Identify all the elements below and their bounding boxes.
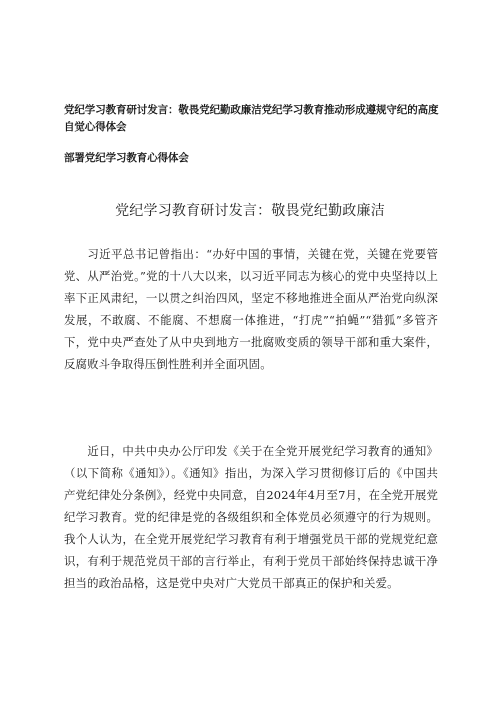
- body-paragraph-1: 习近平总书记曾指出：“办好中国的事情，关键在党，关键在党要管党、从严治党。”党的十八大以来，以习近平同志为核心的党中央坚持以上率下正风肃纪，一以贯之纠治四风，坚定不移地推进全面从严治党向纵深发展，不敢腐、不能腐、不想腐一体推进，“打虎”“拍蝇”“猎狐”多管齐下，党中央严查处了从中央到地方一批腐败变质的领导干部和重大案件，反腐败斗争取得压倒性胜利并全面巩固。: [64, 247, 438, 371]
- body-paragraph-2: 近日，中共中央办公厅印发《关于在全党开展党纪学习教育的通知》（以下简称《通知》）。《通知》指出，为深入学习贯彻修订后的《中国共产党纪律处分条例》，经党中央同意，自2024年4月至7月，在全党开展党纪学习教育。党的纪律是党的各级组织和全体党员必须遵守的行为规则。我个人认为，在全党开展党纪学习教育有利于增强党员干部的党规党纪意识，有利于规范党员干部的言行举止，有利于党员干部始终保持忠诚干净担当的政治品格，这是党中央对广大党员干部真正的保护和关爱。: [64, 444, 438, 590]
- article-title: 党纪学习教育研讨发言：敬畏党纪勤政廉洁: [115, 203, 385, 219]
- document-heading: 党纪学习教育研讨发言：敬畏党纪勤政廉洁党纪学习教育推动形成遵规守纪的高度自觉心得体会: [64, 104, 439, 133]
- document-subheading: 部署党纪学习教育心得体会: [64, 152, 189, 164]
